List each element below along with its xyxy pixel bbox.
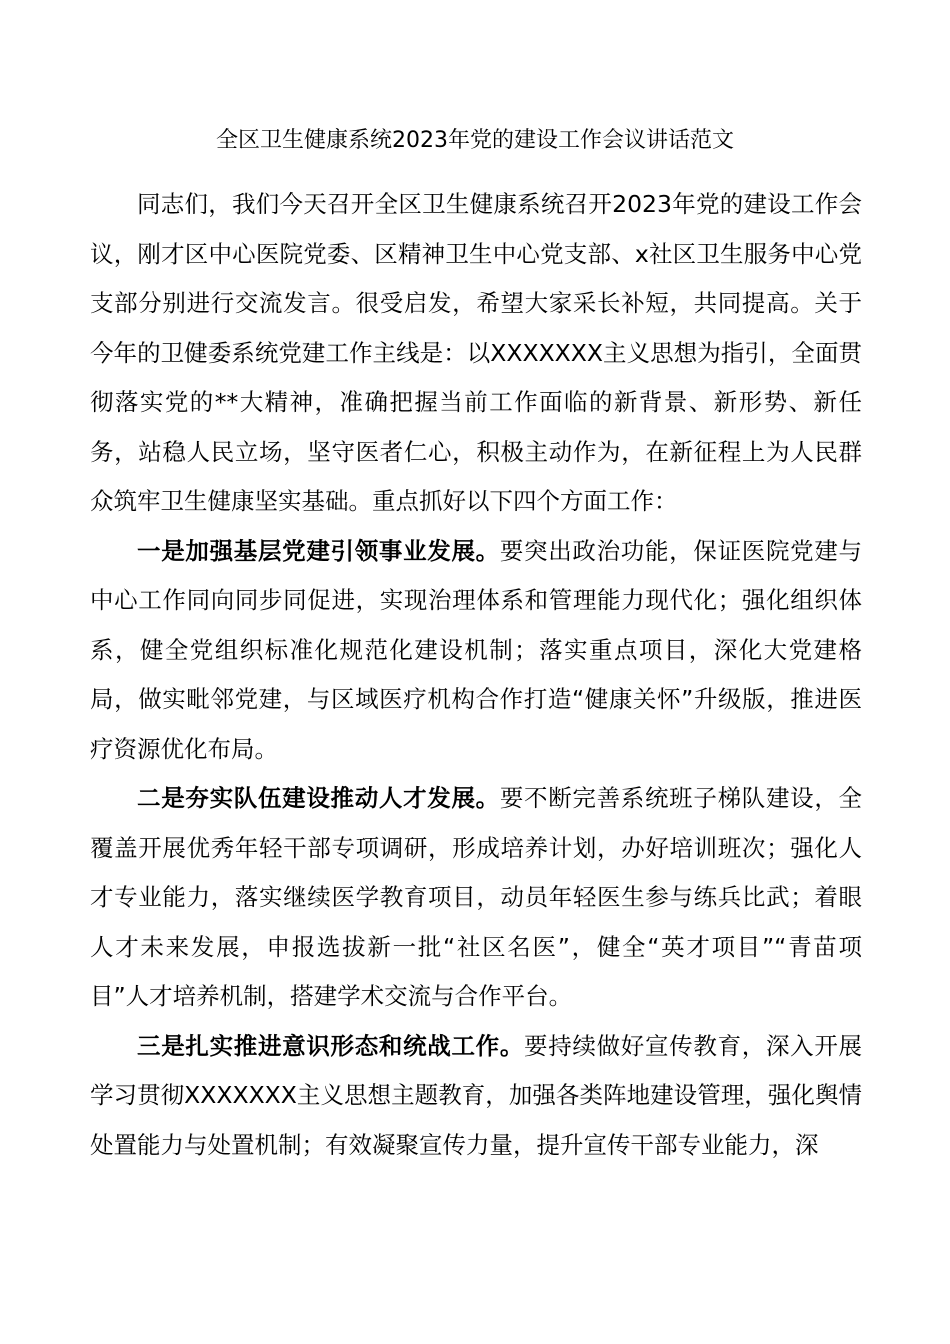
paragraph-point-2 (90, 774, 862, 1022)
paragraph-lead: 二是夯实队伍建设推动人才发展。 (137, 784, 500, 812)
paragraph-text: 要不断完善系统班子梯队建设，全覆盖开展优秀年轻干部专项调研，形成培养计划，办好培训班次；强化人才专业能力，落实继续医学教育项目，动员年轻医生参与练兵比武；着眼人才未来发展，申报选拔新一批“社区名医”，健全“英才项目”“青苗项目”人才培养机制，搭建学术交流与合作平台。 (90, 784, 863, 1010)
paragraph-lead: 一是加强基层党建引领事业发展。 (137, 536, 500, 565)
document-body (90, 180, 862, 1170)
paragraph-text: 同志们，我们今天召开全区卫生健康系统召开2023年党的建设工作会议，刚才区中心医院党委、区精神卫生中心党支部、x社区卫生服务中心党支部分别进行交流发言。很受启发，希望大家采长补短，共同提高。关于今年的卫健委系统党建工作主线是：以XXXXXXX主义思想为指引，全面贯彻落实党的**大精神，准确把握当前工作面临的新背景、新形势、新任务，站稳人民立场，坚守医者仁心，积极主动作为，在新征程上为人民群众筑牢卫生健康坚实基础。重点抓好以下四个方面工作： (90, 190, 862, 515)
document-title: 全区卫生健康系统2023年党的建设工作会议讲话范文 (216, 128, 734, 153)
paragraph-intro (90, 180, 862, 527)
paragraph-point-3 (90, 1022, 862, 1171)
paragraph-text: 要突出政治功能，保证医院党建与中心工作同向同步同促进，实现治理体系和管理能力现代化；强化组织体系，健全党组织标准化规范化建设机制；落实重点项目，深化大党建格局，做实毗邻党建，与区域医疗机构合作打造“健康关怀”升级版，推进医疗资源优化布局。 (90, 536, 863, 763)
paragraph-point-1 (90, 527, 862, 775)
paragraph-lead: 三是扎实推进意识形态和统战工作。 (137, 1031, 525, 1060)
paragraph-text: 要持续做好宣传教育，深入开展学习贯彻XXXXXXX主义思想主题教育，加强各类阵地建设管理，强化舆情处置能力与处置机制；有效凝聚宣传力量，提升宣传干部专业能力，深 (90, 1031, 863, 1159)
